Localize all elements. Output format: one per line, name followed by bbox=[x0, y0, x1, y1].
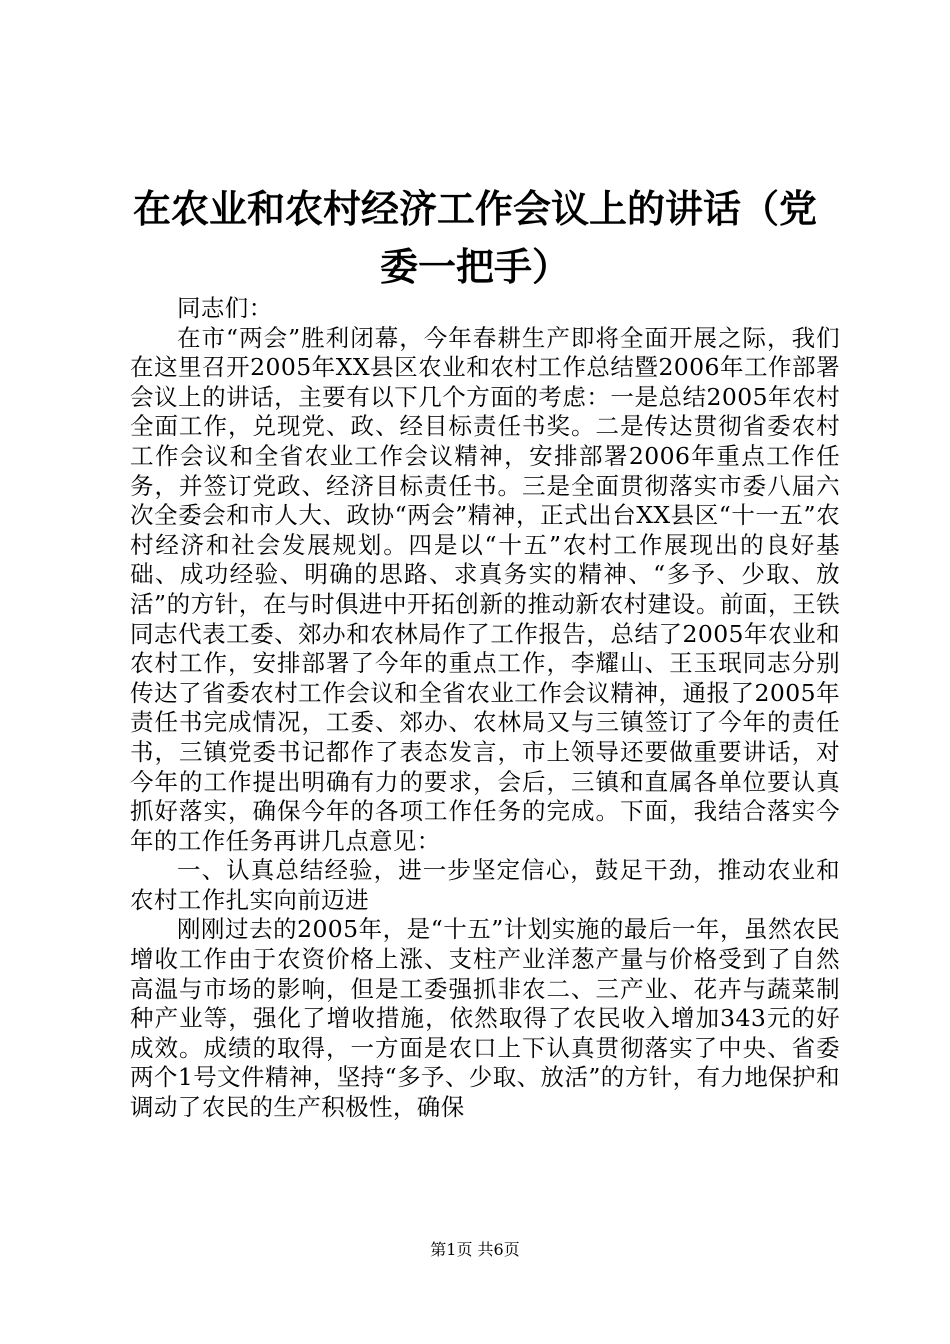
page-number-footer: 第1页 共6页 bbox=[430, 1240, 520, 1259]
paragraph-salutation: 同志们： bbox=[177, 294, 273, 322]
paragraph-section-1: 刚刚过去的2005年，是“十五”计划实施的最后一年，虽然农民增收工作由于农资价格上涨、支柱产业洋葱产量与价格受到了自然高温与市场的影响，但是工委强抓非农二、三产业、花卉与蔬菜制种产业等，强化了增收措施，依然取得了农民收入增加343元的好成效。成绩的取得，一方面是农口上下认真贯彻落实了中央、省委两个1号文件精神，坚持“多予、少取、放活”的方针，有力地保护和调动了农民的生产积极性，确保 bbox=[130, 915, 840, 1122]
document-title: 在农业和农村经济工作会议上的讲话（党委一把手） bbox=[132, 186, 817, 289]
paragraph-intro: 在市“两会”胜利闭幕，今年春耕生产即将全面开展之际，我们在这里召开2005年XX县区农业和农村工作总结暨2006年工作部署会议上的讲话，主要有以下几个方面的考虑：一是总结2005年农村全面工作，兑现党、政、经目标责任书奖。二是传达贯彻省委农村工作会议和全省农业工作会议精神，安排部署2006年重点工作任务，并签订党政、经济目标责任书。三是全面贯彻落实市委八届六次全委会和市人大、政协“两会”精神，正式出台XX县区“十一五”农村经济和社会发展规划。四是以“十五”农村工作展现出的良好基础、成功经验、明确的思路、求真务实的精神、“多予、少取、放活”的方针，在与时俱进中开拓创新的推动新农村建设。前面，王铁同志代表工委、郊办和农林局作了工作报告，总结了2005年农业和农村工作，安排部署了今年的重点工作，李耀山、王玉珉同志分别传达了省委农村工作会议和全省农业工作会议精神，通报了2005年责任书完成情况，工委、郊办、农林局又与三镇签订了今年的责任书，三镇党委书记都作了表态发言，市上领导还要做重要讲话，对今年的工作提出明确有力的要求，会后，三镇和直属各单位要认真抓好落实，确保今年的各项工作任务的完成。下面，我结合落实今年的工作任务再讲几点意见： bbox=[130, 323, 840, 855]
section-heading-1: 一、认真总结经验，进一步坚定信心，鼓足干劲，推动农业和农村工作扎实向前迈进 bbox=[130, 856, 840, 914]
document-body bbox=[130, 294, 840, 1184]
